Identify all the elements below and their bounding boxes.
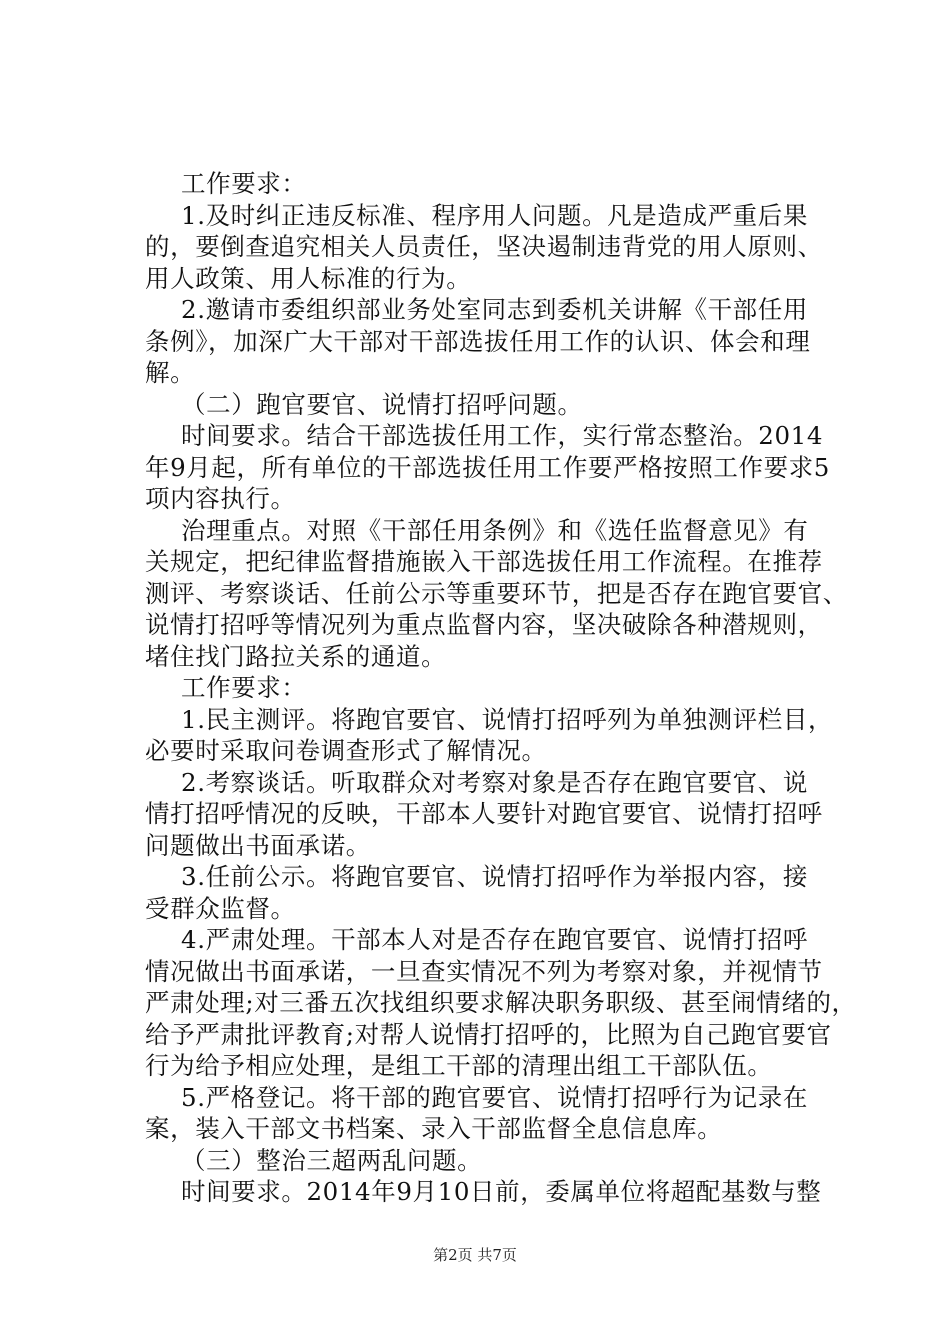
text-line: 说情打招呼等情况列为重点监督内容，坚决破除各种潜规则， [145, 610, 823, 639]
text-line: 2.邀请市委组织部业务处室同志到委机关讲解《干部任用 [181, 295, 808, 324]
text-line: 给予严肃批评教育;对帮人说情打招呼的，比照为自己跑官要官 [145, 1019, 832, 1049]
text-line: 4.严肃处理。干部本人对是否存在跑官要官、说情打招呼 [181, 925, 808, 954]
text-line: 治理重点。对照《干部任用条例》和《选任监督意见》有 [181, 515, 809, 545]
text-line: 5.严格登记。将干部的跑官要官、说情打招呼行为记录在 [181, 1082, 808, 1112]
text-line: 严肃处理;对三番五次找组织要求解决职务职级、甚至闹情绪的， [145, 988, 857, 1017]
text-line: 情况做出书面承诺，一旦查实情况不列为考察对象，并视情节 [145, 956, 823, 986]
text-line: 用人政策、用人标准的行为。 [145, 263, 472, 293]
text-line: 案，装入干部文书档案、录入干部监督全息信息库。 [145, 1114, 723, 1143]
text-line: 条例》，加深广大干部对干部选拔任用工作的认识、体会和理 [145, 326, 811, 356]
text-line: 1.民主测评。将跑官要官、说情打招呼列为单独测评栏目， [181, 704, 834, 734]
text-line: 堵住找门路拉关系的通道。 [145, 641, 447, 671]
text-line: 关规定，把纪律监督措施嵌入干部选拔任用工作流程。在推荐 [145, 547, 823, 576]
text-line: 年9月起，所有单位的干部选拔任用工作要严格按照工作要求5 [145, 452, 830, 482]
text-line: 时间要求。结合干部选拔任用工作，实行常态整治。2014 [181, 421, 824, 450]
text-line: 工作要求： [181, 673, 307, 702]
text-line: 必要时采取问卷调查形式了解情况。 [145, 736, 547, 765]
text-line: 行为给予相应处理，是组工干部的清理出组工干部队伍。 [145, 1051, 773, 1080]
document-body [145, 168, 857, 1208]
text-line: 3.任前公示。将跑官要官、说情打招呼作为举报内容，接 [181, 862, 808, 891]
text-line: 2.考察谈话。听取群众对考察对象是否存在跑官要官、说 [181, 767, 808, 797]
text-line: 项内容执行。 [145, 484, 296, 513]
text-line: 的，要倒查追究相关人员责任，坚决遏制违背党的用人原则、 [145, 232, 823, 261]
text-line: 情打招呼情况的反映，干部本人要针对跑官要官、说情打招呼 [145, 799, 823, 828]
section-heading: （三）整治三超两乱问题。 [181, 1145, 483, 1175]
page-number-footer: 第2页 共7页 [433, 1246, 517, 1264]
text-line: 时间要求。2014年9月10日前，委属单位将超配基数与整 [181, 1177, 822, 1206]
text-line: 1.及时纠正违反标准、程序用人问题。凡是造成严重后果 [181, 200, 808, 230]
section-heading: （二）跑官要官、说情打招呼问题。 [181, 389, 583, 419]
text-line: 工作要求： [181, 169, 307, 198]
text-line: 问题做出书面承诺。 [145, 830, 371, 860]
text-line: 受群众监督。 [145, 893, 296, 923]
text-line: 解。 [145, 358, 196, 387]
text-line: 测评、考察谈话、任前公示等重要环节，把是否存在跑官要官、 [145, 578, 848, 608]
